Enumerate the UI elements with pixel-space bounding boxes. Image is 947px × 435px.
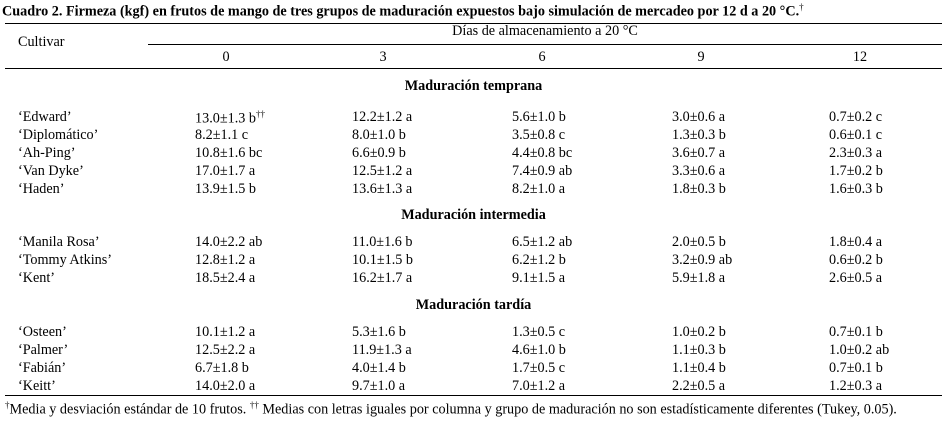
- cell-day-9: 1.8±0.3 b: [672, 181, 726, 197]
- cell-day-9: 3.0±0.6 a: [672, 109, 726, 125]
- table-title: [2, 2, 942, 21]
- cell-day-3: 11.9±1.3 a: [352, 342, 412, 358]
- cell-day-0-value: 13.0±1.3 b: [195, 110, 256, 127]
- cell-day-3: 12.5±1.2 a: [352, 163, 413, 179]
- cell-day-6: 1.3±0.5 c: [512, 324, 566, 340]
- cell-day-0: 14.0±2.0 a: [195, 378, 256, 394]
- table-row: [0, 252, 947, 270]
- cell-cultivar: ‘Van Dyke’: [18, 163, 84, 179]
- cell-day-0: 10.1±1.2 a: [195, 324, 256, 340]
- cell-day-6: 4.4±0.8 bc: [512, 145, 573, 161]
- cell-day-3: 12.2±1.2 a: [352, 109, 413, 125]
- cell-day-12: 0.6±0.2 b: [829, 252, 883, 268]
- table-row: [0, 360, 947, 378]
- cell-footnote-mark: ††: [256, 109, 265, 119]
- group-heading-temprana: Maduración temprana: [404, 78, 543, 94]
- cell-day-3: 8.0±1.0 b: [352, 127, 406, 143]
- table-row: [0, 145, 947, 163]
- cell-cultivar: ‘Keitt’: [18, 378, 56, 394]
- rule-bottom: [5, 395, 942, 396]
- cell-day-9: 3.6±0.7 a: [672, 145, 726, 161]
- cell-day-12: 1.2±0.3 a: [829, 378, 883, 394]
- cell-day-6: 7.4±0.9 ab: [512, 163, 573, 179]
- cell-day-3: 10.1±1.5 b: [352, 252, 413, 268]
- cell-day-12: 2.3±0.3 a: [829, 145, 883, 161]
- table-footnote: [5, 397, 944, 419]
- group-heading-intermedia: Maduración intermedia: [401, 207, 546, 223]
- cell-day-3: 9.7±1.0 a: [352, 378, 406, 394]
- cell-day-6: 6.5±1.2 ab: [512, 234, 573, 250]
- cell-day-12: 0.7±0.1 b: [829, 324, 883, 340]
- cell-day-12: 0.6±0.1 c: [829, 127, 883, 143]
- cell-day-0: 8.2±1.1 c: [195, 127, 249, 143]
- cell-day-9: 1.0±0.2 b: [672, 324, 726, 340]
- cell-day-9: 1.1±0.4 b: [672, 360, 726, 376]
- cell-day-0: 12.5±2.2 a: [195, 342, 256, 358]
- cell-day-9: 3.2±0.9 ab: [672, 252, 733, 268]
- cell-day-3: 4.0±1.4 b: [352, 360, 406, 376]
- footnote-mark-1: †: [5, 400, 10, 410]
- cell-day-0: 12.8±1.2 a: [195, 252, 256, 268]
- cell-day-12: 1.0±0.2 ab: [829, 342, 890, 358]
- column-header-day-3: 3: [379, 49, 387, 65]
- cell-day-12: 1.7±0.2 b: [829, 163, 883, 179]
- cell-day-12: 1.8±0.4 a: [829, 234, 883, 250]
- cell-day-9: 2.0±0.5 b: [672, 234, 726, 250]
- cell-day-3: 16.2±1.7 a: [352, 270, 413, 286]
- cell-day-9: 3.3±0.6 a: [672, 163, 726, 179]
- cell-day-9: 1.3±0.3 b: [672, 127, 726, 143]
- group-heading-tardia: Maduración tardía: [415, 297, 532, 313]
- title-footnote-mark: †: [799, 2, 804, 12]
- table-row: [0, 270, 947, 288]
- cell-day-6: 7.0±1.2 a: [512, 378, 566, 394]
- cell-day-3: 5.3±1.6 b: [352, 324, 406, 340]
- footnote-mark-2: ††: [249, 400, 259, 410]
- cell-day-3: 6.6±0.9 b: [352, 145, 406, 161]
- cell-day-0: [195, 109, 265, 128]
- cell-cultivar: ‘Tommy Atkins’: [18, 252, 112, 268]
- cell-day-0: 14.0±2.2 ab: [195, 234, 263, 250]
- cell-day-6: 5.6±1.0 b: [512, 109, 566, 125]
- cell-day-6: 4.6±1.0 b: [512, 342, 566, 358]
- cell-cultivar: ‘Osteen’: [18, 324, 67, 340]
- rule-header: [5, 68, 942, 69]
- column-header-day-6: 6: [538, 49, 546, 65]
- cell-cultivar: ‘Fabián’: [18, 360, 67, 376]
- cell-day-9: 1.1±0.3 b: [672, 342, 726, 358]
- column-header-day-9: 9: [697, 49, 705, 65]
- cell-day-9: 2.2±0.5 a: [672, 378, 726, 394]
- cell-day-9: 5.9±1.8 a: [672, 270, 726, 286]
- cell-day-6: 6.2±1.2 b: [512, 252, 566, 268]
- footnote-text-1: Media y desviación estándar de 10 frutos.: [9, 401, 247, 418]
- table-row: [0, 109, 947, 127]
- cell-cultivar: ‘Edward’: [18, 109, 72, 125]
- cell-day-12: 0.7±0.2 c: [829, 109, 883, 125]
- title-text: Cuadro 2. Firmeza (kgf) en frutos de mango de tres grupos de maduración expuestos bajo simulación de mercadeo por 12 d a 20 °C.: [2, 3, 800, 20]
- cell-day-6: 1.7±0.5 c: [512, 360, 566, 376]
- table-row: [0, 127, 947, 145]
- cell-day-0: 6.7±1.8 b: [195, 360, 249, 376]
- table-row: [0, 378, 947, 396]
- cell-cultivar: ‘Kent’: [18, 270, 56, 286]
- cell-day-12: 1.6±0.3 b: [829, 181, 883, 197]
- footnote-text-2: Medias con letras iguales por columna y grupo de maduración no son estadísticamente diferentes (Tukey, 0.05).: [262, 401, 897, 418]
- cell-day-3: 11.0±1.6 b: [352, 234, 413, 250]
- cell-day-0: 18.5±2.4 a: [195, 270, 256, 286]
- rule-dias: [148, 44, 942, 45]
- column-header-day-12: 12: [852, 49, 868, 65]
- table-row: [0, 324, 947, 342]
- column-header-dias: Días de almacenamiento a 20 °C: [452, 23, 638, 39]
- cell-day-12: 2.6±0.5 a: [829, 270, 883, 286]
- cell-day-6: 3.5±0.8 c: [512, 127, 566, 143]
- cell-day-0: 17.0±1.7 a: [195, 163, 256, 179]
- table-row: [0, 163, 947, 181]
- cell-day-12: 0.7±0.1 b: [829, 360, 883, 376]
- cell-cultivar: ‘Manila Rosa’: [18, 234, 100, 250]
- cell-cultivar: ‘Haden’: [18, 181, 65, 197]
- cell-day-6: 9.1±1.5 a: [512, 270, 566, 286]
- column-header-day-0: 0: [222, 49, 230, 65]
- column-header-cultivar: Cultivar: [18, 34, 65, 50]
- table-row: [0, 342, 947, 360]
- table-row: [0, 181, 947, 199]
- table-row: [0, 234, 947, 252]
- cell-day-0: 10.8±1.6 bc: [195, 145, 263, 161]
- cell-cultivar: ‘Diplomático’: [18, 127, 99, 143]
- cell-day-3: 13.6±1.3 a: [352, 181, 413, 197]
- cell-cultivar: ‘Palmer’: [18, 342, 69, 358]
- cell-cultivar: ‘Ah-Ping’: [18, 145, 76, 161]
- cell-day-0: 13.9±1.5 b: [195, 181, 256, 197]
- cell-day-6: 8.2±1.0 a: [512, 181, 566, 197]
